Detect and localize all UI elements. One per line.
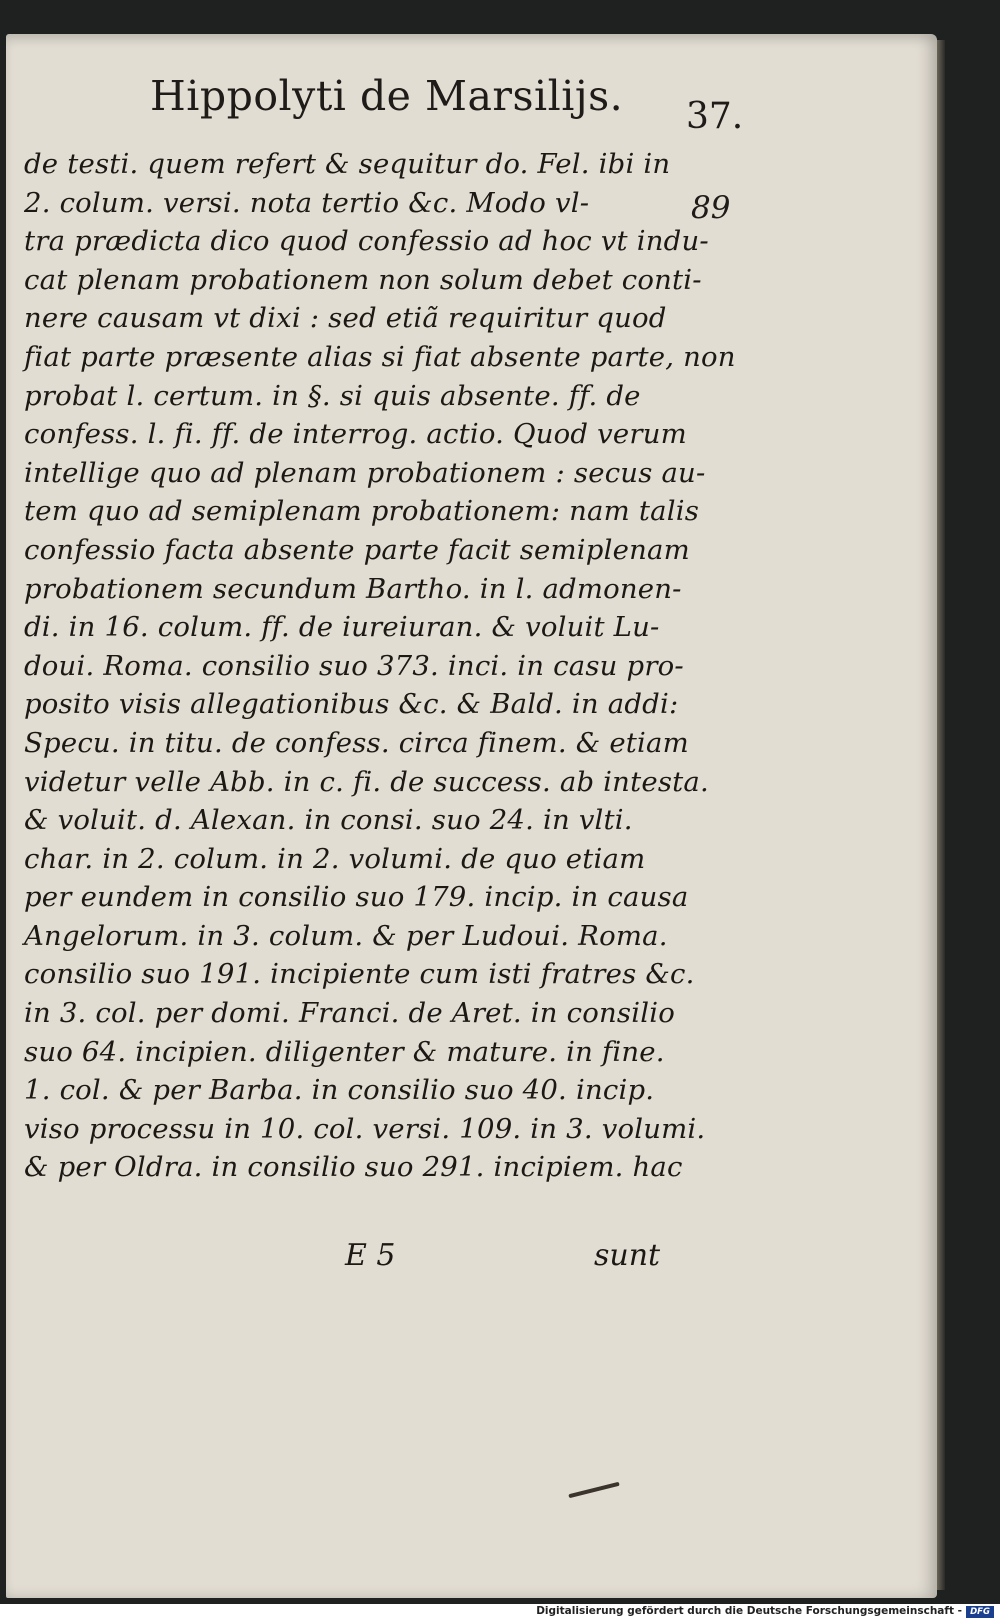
text-line: 2. colum. versi. nota tertio &c. Modo vl-: [24, 186, 590, 219]
text-line: doui. Roma. consilio suo 373. inci. in casu pro-: [24, 649, 684, 682]
folio-number: 37.: [686, 96, 744, 137]
text-line: probat l. certum. in §. si quis absente. ff. de: [24, 379, 641, 412]
text-line: tra prædicta dico quod confessio ad hoc vt indu-: [24, 225, 709, 258]
text-line: consilio suo 191. incipiente cum isti fratres &c.: [24, 958, 695, 991]
text-line: char. in 2. colum. in 2. volumi. de quo etiam: [24, 842, 646, 875]
text-line: in 3. col. per domi. Franci. de Aret. in consilio: [24, 997, 675, 1030]
margin-number: 89: [691, 190, 731, 226]
catchword: sunt: [594, 1238, 661, 1273]
signature-mark: E 5: [345, 1238, 396, 1273]
footer-credit: Digitalisierung gefördert durch die Deutsche Forschungsgemeinschaft -: [536, 1605, 962, 1617]
text-line: di. in 16. colum. ff. de iureiuran. & voluit Lu-: [24, 611, 660, 644]
text-line: tem quo ad semiplenam probationem: nam talis: [24, 495, 700, 528]
text-line: de testi. quem refert & sequitur do. Fel. ibi in: [24, 148, 671, 180]
text-line: posito visis allegationibus &c. & Bald. in addi:: [24, 688, 679, 721]
text-line: fiat parte præsente alias si fiat absente parte, non: [24, 340, 736, 373]
digitization-footer: [0, 1604, 1000, 1620]
running-head: Hippolyti de Marsilijs.: [150, 72, 624, 120]
text-line: confessio facta absente parte facit semiplenam: [24, 533, 690, 566]
text-line: videtur velle Abb. in c. fi. de success. ab intesta.: [24, 765, 709, 798]
text-line: viso processu in 10. col. versi. 109. in 3. volumi.: [24, 1112, 706, 1145]
text-line: nere causam vt dixi : sed etiã requiritur quod: [24, 302, 667, 335]
text-line: Specu. in titu. de confess. circa finem. & etiam: [24, 726, 689, 759]
dfg-logo: DFG: [966, 1606, 994, 1618]
text-line: & per Oldra. in consilio suo 291. incipiem. hac: [24, 1151, 683, 1184]
text-line: cat plenam probationem non solum debet conti-: [24, 263, 702, 296]
text-line: Angelorum. in 3. colum. & per Ludoui. Roma.: [24, 919, 668, 952]
text-line: intellige quo ad plenam probationem : secus au-: [24, 456, 706, 489]
text-line: suo 64. incipien. diligenter & mature. in fine.: [24, 1035, 665, 1068]
page-foot: [0, 1238, 700, 1278]
text-line: confess. l. fi. ff. de interrog. actio. Quod verum: [24, 418, 687, 451]
text-line: 1. col. & per Barba. in consilio suo 40. incip.: [24, 1074, 655, 1107]
page-edge: [937, 40, 945, 1590]
text-line: probationem secundum Bartho. in l. admonen-: [24, 572, 682, 605]
text-line: per eundem in consilio suo 179. incip. in causa: [24, 881, 689, 914]
text-line: & voluit. d. Alexan. in consi. suo 24. in vlti.: [24, 804, 633, 837]
